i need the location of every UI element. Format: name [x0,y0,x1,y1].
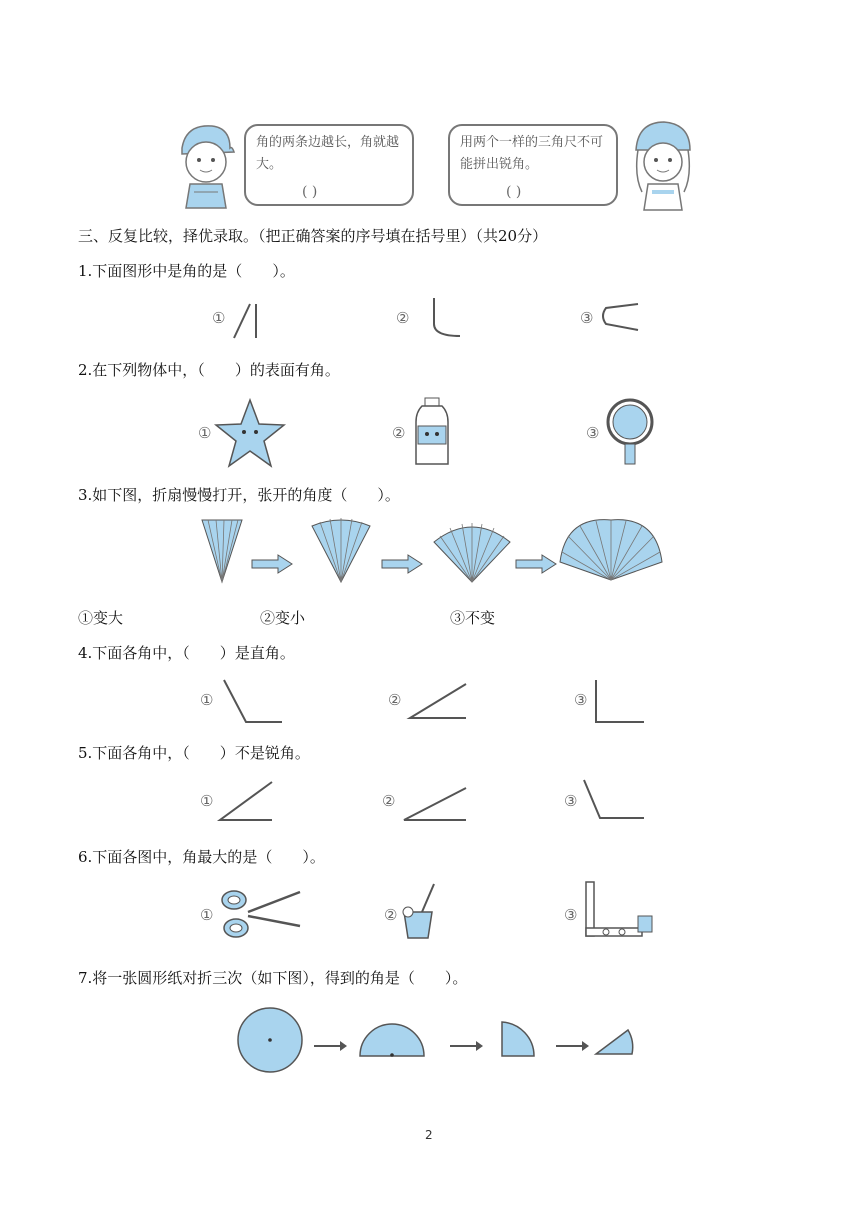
question-4: 4.下面各角中，（ ）是直角。 [78,644,295,662]
q1-figure-3-icon [598,300,644,334]
question-6: 6.下面各图中，角最大的是（ ）。 [78,848,325,866]
q4-angle-2-icon [406,680,470,720]
scissors-icon [218,886,302,942]
arrow-3-icon [514,554,558,574]
q1-figure-1-icon [232,300,262,340]
section-title: 三、反复比较，择优录取。（把正确答案的序号填在括号里）（共20分） [78,227,548,245]
bubble-left-text: 角的两条边越长，角就越大。 [256,135,400,172]
fold-arrow-2-icon [448,1040,484,1052]
arrow-2-icon [380,554,424,574]
bottle-icon [412,396,452,468]
cup-straw-icon [400,882,440,942]
q6-marker-2: ② [384,906,398,924]
fold-arrow-1-icon [312,1040,348,1052]
q1-marker-1: ① [212,309,226,327]
answer-blank-right[interactable]: ( ) [506,184,522,200]
question-7: 7.将一张圆形纸对折三次（如下图），得到的角是（ ）。 [78,969,468,987]
question-1: 1.下面图形中是角的是（ ）。 [78,262,295,280]
bubble-right-text: 用两个一样的三角尺不可能拼出锐角。 [460,135,604,172]
magnifier-icon [604,398,656,468]
q4-angle-1-icon [218,676,284,726]
pipe-faucet-icon [582,880,658,944]
circle-paper-icon [236,1006,304,1074]
q5-angle-2-icon [400,784,470,824]
question-5: 5.下面各角中，（ ）不是锐角。 [78,744,310,762]
quarter-paper-icon [500,1020,536,1058]
q5-marker-2: ② [382,792,396,810]
page-number: 2 [425,1128,433,1142]
fan-open-icon [558,518,664,584]
fan-closed-icon [198,516,246,586]
q3-option-2: ②变小 [260,609,306,627]
semicircle-paper-icon [358,1020,426,1058]
q1-figure-2-icon [414,296,464,340]
q5-angle-3-icon [580,776,646,824]
q4-marker-2: ② [388,691,402,709]
q5-angle-1-icon [216,778,276,824]
question-2: 2.在下列物体中，（ ）的表面有角。 [78,361,340,379]
eighth-paper-icon [594,1026,634,1056]
q2-marker-2: ② [392,424,406,442]
fan-half-icon [306,516,376,586]
q5-marker-1: ① [200,792,214,810]
q2-marker-1: ① [198,424,212,442]
arrow-1-icon [250,554,294,574]
speech-bubble-right [448,124,618,206]
q1-marker-2: ② [396,309,410,327]
q1-marker-3: ③ [580,309,594,327]
q5-marker-3: ③ [564,792,578,810]
q2-marker-3: ③ [586,424,600,442]
girl-character-icon [628,116,698,212]
fan-wide-icon [432,520,512,586]
q3-option-3: ③不变 [450,609,496,627]
q6-marker-1: ① [200,906,214,924]
q4-marker-1: ① [200,691,214,709]
star-icon [214,398,286,468]
boy-character-icon [172,118,238,210]
question-3: 3.如下图，折扇慢慢打开，张开的角度（ ）。 [78,486,400,504]
q3-option-1: ①变大 [78,609,124,627]
fold-arrow-3-icon [554,1040,590,1052]
q6-marker-3: ③ [564,906,578,924]
q4-angle-3-icon [592,676,648,726]
answer-blank-left[interactable]: ( ) [302,184,318,200]
speech-bubble-left [244,124,414,206]
q4-marker-3: ③ [574,691,588,709]
